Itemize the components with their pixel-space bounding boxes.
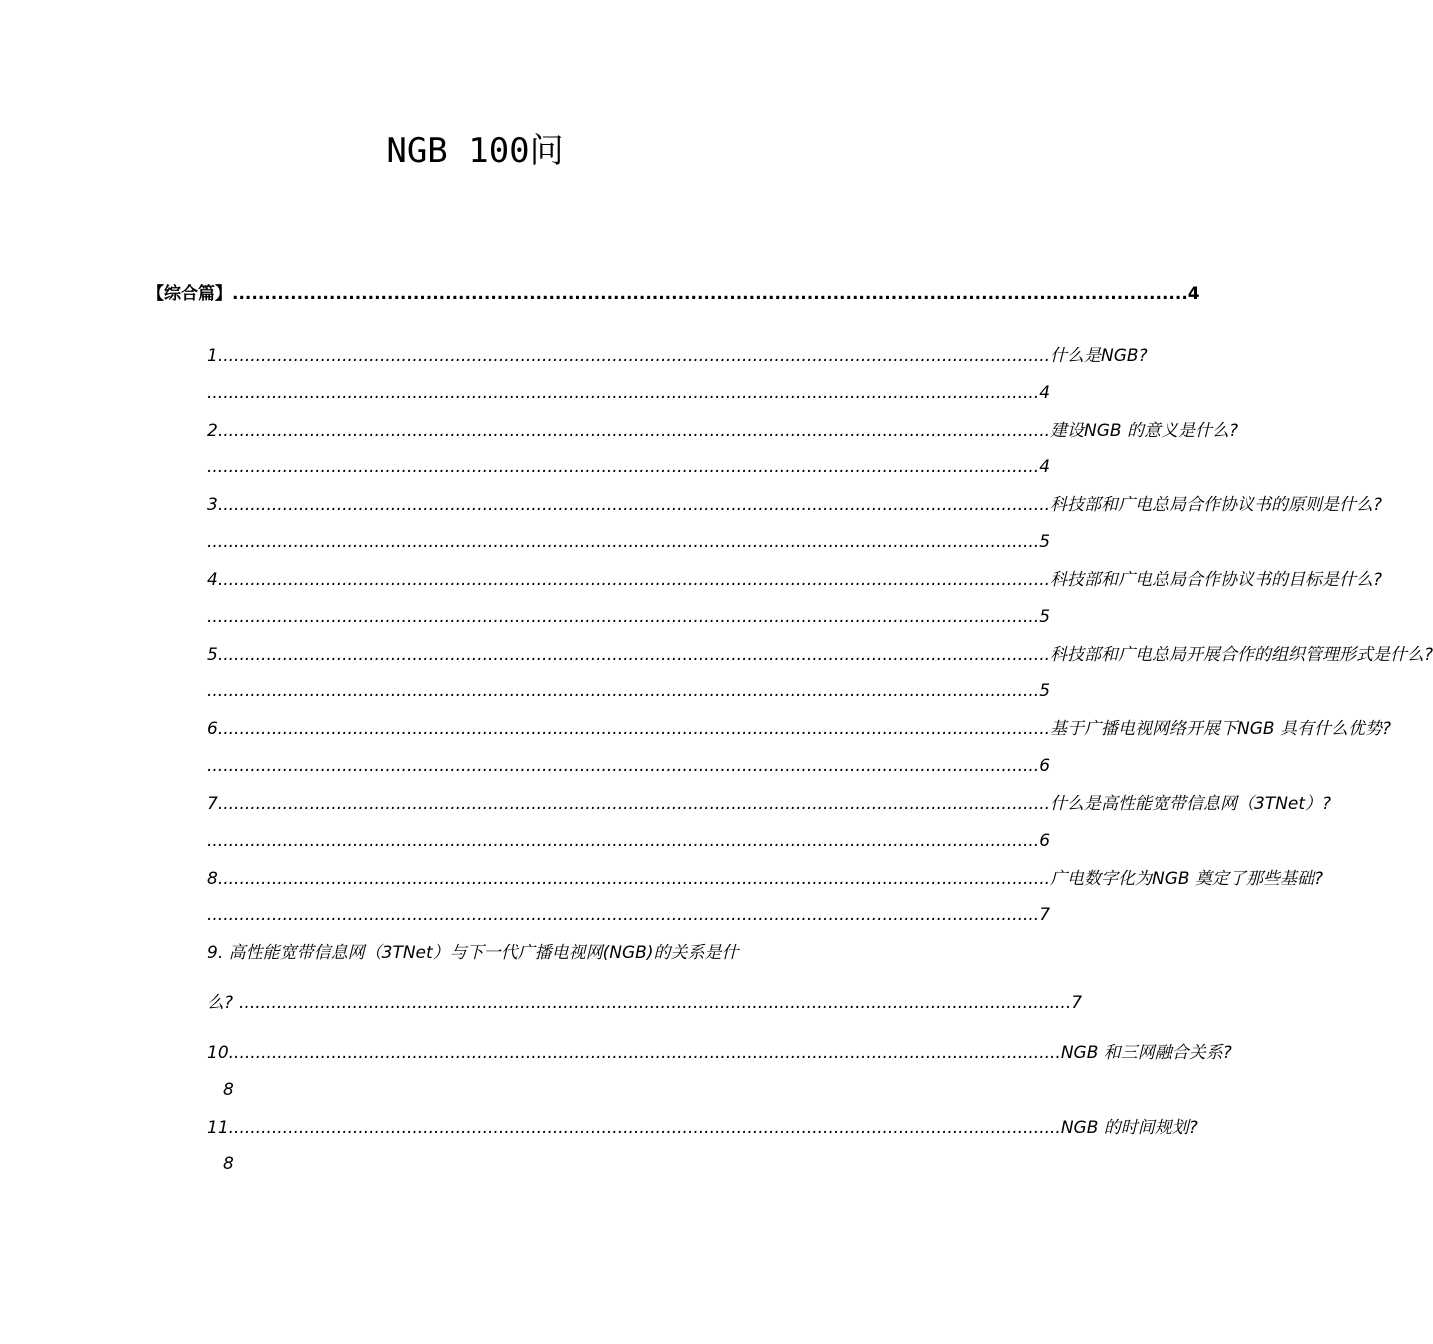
toc-entry-title-continued: 么? bbox=[207, 993, 234, 1013]
toc-entry-2[interactable]: 2 .......................................................................................................................................................... 建设NGB 的意义是什么? bbox=[207, 421, 1238, 441]
toc-entry-page: 5 bbox=[1039, 607, 1051, 627]
toc-entry-4[interactable]: 4 .......................................................................................................................................................... 科技部和广电总局合作协议书的目标是什么? bbox=[207, 570, 1383, 590]
toc-entry-title: 建设NGB 的意义是什么? bbox=[1050, 421, 1238, 441]
toc-entry-8[interactable]: 8 .......................................................................................................................................................... 广电数字化为NGB 奠定了那些基础? bbox=[207, 869, 1323, 889]
page-title: NGB 100问 bbox=[386, 131, 564, 171]
toc-entry-page: 7 bbox=[1071, 993, 1083, 1013]
toc-entry-title: NGB 的时间规划? bbox=[1060, 1118, 1198, 1138]
toc-entry-page: 6 bbox=[1039, 756, 1051, 776]
toc-entry-page: 5 bbox=[1039, 532, 1051, 552]
toc-entry-number: 2 bbox=[207, 421, 218, 441]
toc-entry-number: 4 bbox=[207, 570, 218, 590]
toc-entry-page: 4 bbox=[1039, 457, 1051, 477]
toc-entry-3-page-line[interactable]: .......................................................................................................................................................... 5 bbox=[207, 532, 1051, 552]
toc-entry-9[interactable] bbox=[207, 941, 807, 965]
toc-entry-number: 1 bbox=[207, 346, 218, 366]
toc-entry-7[interactable]: 7 .......................................................................................................................................................... 什么是高性能宽带信息网（3TNet）? bbox=[207, 794, 1332, 814]
toc-entry-page: 4 bbox=[1039, 383, 1051, 403]
dot-leader: .................................................................................................................................................... bbox=[232, 284, 1188, 304]
toc-entry-number: 6 bbox=[207, 719, 218, 739]
toc-entry-3[interactable]: 3 .......................................................................................................................................................... 科技部和广电总局合作协议书的原则是什么? bbox=[207, 495, 1383, 515]
toc-section-comprehensive[interactable] bbox=[147, 280, 1200, 308]
toc-entry-9-page-line[interactable]: 么? .......................................................................................................................................................... 7 bbox=[207, 993, 1083, 1013]
section-page-number: 4 bbox=[1187, 284, 1200, 304]
toc-entry-10-page[interactable]: 8 bbox=[223, 1080, 234, 1100]
toc-entry-11[interactable]: 11 .......................................................................................................................................................... NGB 的时间规划? bbox=[207, 1118, 1198, 1138]
toc-entry-title: 科技部和广电总局合作协议书的原则是什么? bbox=[1050, 495, 1383, 515]
toc-entry-4-page-line[interactable]: .......................................................................................................................................................... 5 bbox=[207, 607, 1051, 627]
toc-entry-number: 8 bbox=[207, 869, 218, 889]
toc-entry-6[interactable]: 6 .......................................................................................................................................................... 基于广播电视网络开展下NGB 具有什么优势? bbox=[207, 719, 1391, 739]
toc-entry-5[interactable]: 5 .......................................................................................................................................................... 科技部和广电总局开展合作的组织管理形式是什么? bbox=[207, 645, 1433, 665]
toc-entry-title: 什么是高性能宽带信息网（3TNet）? bbox=[1050, 794, 1332, 814]
toc-entry-page: 6 bbox=[1039, 831, 1051, 851]
toc-entry-1[interactable]: 1 .......................................................................................................................................................... 什么是NGB? bbox=[207, 346, 1148, 366]
toc-entry-title: 9. 高性能宽带信息网（3TNet）与下一代广播电视网(NGB)的关系是什 bbox=[207, 943, 739, 963]
toc-entry-title: 基于广播电视网络开展下NGB 具有什么优势? bbox=[1050, 719, 1391, 739]
toc-entry-6-page-line[interactable]: .......................................................................................................................................................... 6 bbox=[207, 756, 1051, 776]
toc-entry-number: 7 bbox=[207, 794, 218, 814]
toc-entry-number: 5 bbox=[207, 645, 218, 665]
toc-entry-title: 什么是NGB? bbox=[1050, 346, 1148, 366]
toc-entry-11-page[interactable]: 8 bbox=[223, 1154, 234, 1174]
toc-entry-title: 广电数字化为NGB 奠定了那些基础? bbox=[1050, 869, 1323, 889]
toc-entry-title: 科技部和广电总局合作协议书的目标是什么? bbox=[1050, 570, 1383, 590]
toc-entry-title: 科技部和广电总局开展合作的组织管理形式是什么? bbox=[1050, 645, 1433, 665]
toc-entry-5-page-line[interactable]: .......................................................................................................................................................... 5 bbox=[207, 681, 1051, 701]
toc-entry-8-page-line[interactable]: .......................................................................................................................................................... 7 bbox=[207, 905, 1051, 925]
section-label: 【综合篇】 bbox=[147, 284, 232, 304]
toc-entry-number: 10 bbox=[207, 1043, 229, 1063]
toc-entry-number: 11 bbox=[207, 1118, 229, 1138]
toc-entry-page: 7 bbox=[1039, 905, 1051, 925]
toc-entry-10[interactable]: 10 .......................................................................................................................................................... NGB 和三网融合关系? bbox=[207, 1043, 1232, 1063]
toc-entry-1-page-line[interactable]: .......................................................................................................................................................... 4 bbox=[207, 383, 1051, 403]
toc-entry-2-page-line[interactable]: .......................................................................................................................................................... 4 bbox=[207, 457, 1051, 477]
toc-entry-7-page-line[interactable]: .......................................................................................................................................................... 6 bbox=[207, 831, 1051, 851]
toc-entry-page: 5 bbox=[1039, 681, 1051, 701]
toc-entry-title: NGB 和三网融合关系? bbox=[1060, 1043, 1232, 1063]
toc-entry-number: 3 bbox=[207, 495, 218, 515]
